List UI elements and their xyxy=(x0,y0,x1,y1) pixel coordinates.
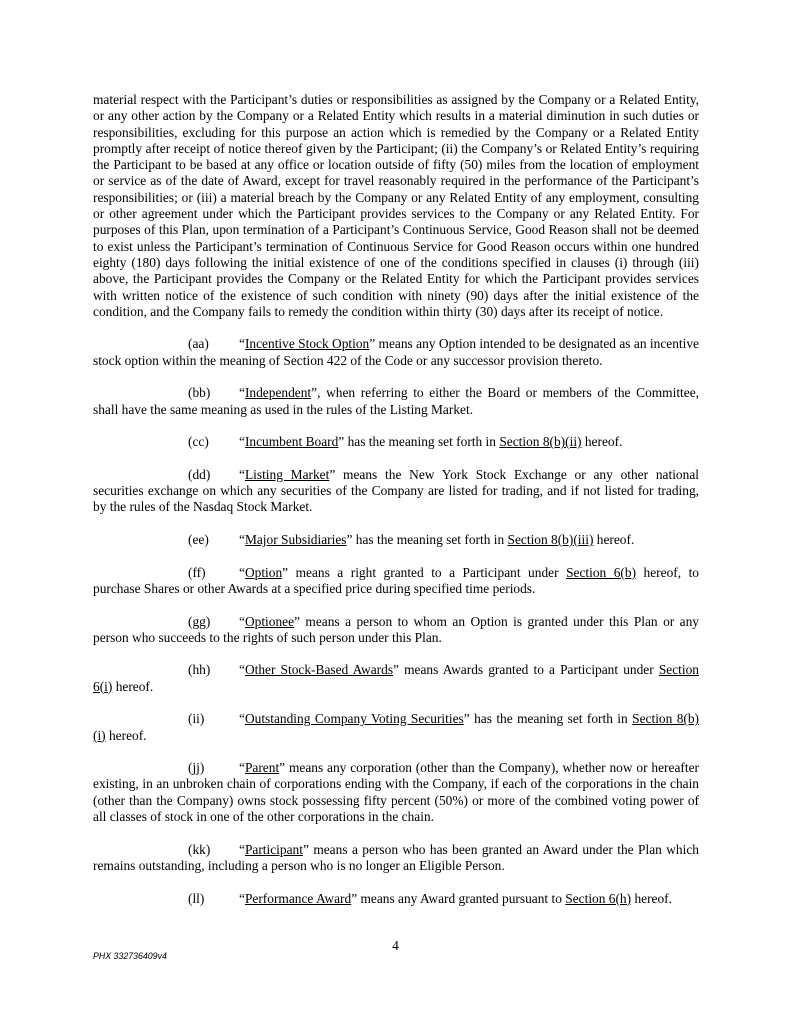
definition-paragraph xyxy=(93,891,699,907)
definition-number: (jj) xyxy=(188,760,205,776)
definition-number: (hh) xyxy=(188,662,211,678)
definition-text: ” means any corporation (other than the Company), whether now or hereafter existing, in an unbroken chain of corporations ending with the Company, if each of the corporations in the chain (other than the Company) owns stock possessing fifty percent (50%) or more of the combined voting power of all classes of stock in one of the other corporations in the chain. xyxy=(93,760,699,825)
open-quote: “ xyxy=(239,564,245,580)
open-quote: “ xyxy=(239,385,245,401)
footer-document-id: PHX 332736409v4 xyxy=(93,951,167,961)
definition-number: (ee) xyxy=(188,532,209,548)
definition-tail: hereof. xyxy=(593,532,635,548)
definition-paragraph xyxy=(93,532,699,548)
definition-tail: hereof, to purchase Shares or other Awards at a specified price during specified time periods. xyxy=(93,564,700,596)
definitions-list xyxy=(93,336,699,906)
definition-text: ” has the meaning set forth in xyxy=(346,532,508,548)
definition-tail: hereof. xyxy=(631,890,672,906)
defined-term: Parent xyxy=(244,760,280,776)
document-body xyxy=(93,92,699,907)
defined-term: Performance Award xyxy=(244,890,352,906)
definition-text: ” has the meaning set forth in xyxy=(463,711,633,727)
section-reference: Section 8(b)(ii) xyxy=(499,434,582,450)
defined-term: Incumbent Board xyxy=(244,434,339,450)
definition-number: (cc) xyxy=(188,434,209,450)
definition-text: ” means any Award granted pursuant to xyxy=(351,890,566,906)
open-quote: “ xyxy=(239,466,245,482)
defined-term: Other Stock-Based Awards xyxy=(244,662,394,678)
open-quote: “ xyxy=(239,760,245,776)
definition-number: (gg) xyxy=(188,613,211,629)
section-reference: Section 6(b) xyxy=(566,564,637,580)
defined-term: Independent xyxy=(244,385,312,401)
definition-text: ”, when referring to either the Board or members of the Committee, shall have the same meaning as used in the rules of the Listing Market. xyxy=(93,385,699,417)
definition-number: (bb) xyxy=(188,385,211,401)
defined-term: Outstanding Company Voting Securities xyxy=(244,711,464,727)
definition-paragraph xyxy=(93,336,699,369)
definition-tail: hereof. xyxy=(112,678,154,694)
open-quote: “ xyxy=(239,613,245,629)
open-quote: “ xyxy=(239,336,245,352)
definition-paragraph xyxy=(93,662,699,695)
definition-text: ” means Awards granted to a Participant under xyxy=(393,662,659,678)
definition-number: (ff) xyxy=(188,564,206,580)
section-reference: Section 6(i) xyxy=(93,662,699,694)
definition-text: ” means a person who has been granted an Award under the Plan which remains outstanding, including a person who is no longer an Eligible Person. xyxy=(93,841,699,873)
definition-number: (ii) xyxy=(188,711,205,727)
defined-term: Incentive Stock Option xyxy=(244,336,370,352)
open-quote: “ xyxy=(239,841,245,857)
defined-term: Major Subsidiaries xyxy=(244,532,347,548)
definition-paragraph xyxy=(93,711,699,744)
definition-text: ” means any Option intended to be designated as an incentive stock option within the meaning of Section 422 of the Code or any successor provision thereto. xyxy=(93,336,699,368)
open-quote: “ xyxy=(239,662,245,678)
defined-term: Participant xyxy=(244,841,303,857)
definition-paragraph xyxy=(93,467,699,516)
definition-number: (ll) xyxy=(188,890,205,906)
definition-tail: hereof. xyxy=(581,434,623,450)
definition-text: ” means the New York Stock Exchange or any other national securities exchange on which any securities of the Company are listed for trading, and if not listed for trading, by the rules of the Nasdaq Stock Market. xyxy=(93,466,699,515)
definition-number: (kk) xyxy=(188,841,211,857)
definition-paragraph xyxy=(93,385,699,418)
section-reference: Section 8(b)(iii) xyxy=(507,532,594,548)
defined-term: Optionee xyxy=(244,613,295,629)
open-quote: “ xyxy=(239,890,245,906)
definition-text: ” has the meaning set forth in xyxy=(338,434,500,450)
section-reference: Section 8(b)(i) xyxy=(93,711,700,743)
definition-number: (dd) xyxy=(188,466,211,482)
definition-paragraph xyxy=(93,434,699,450)
definition-tail: hereof. xyxy=(105,727,147,743)
section-reference: Section 6(h) xyxy=(565,890,632,906)
page-number: 4 xyxy=(392,938,399,953)
open-quote: “ xyxy=(239,532,245,548)
defined-term: Option xyxy=(244,564,283,580)
definition-text: ” means a person to whom an Option is granted under this Plan or any person who succeeds to the rights of such person under this Plan. xyxy=(93,613,699,645)
definition-paragraph xyxy=(93,614,699,647)
definition-paragraph xyxy=(93,565,699,598)
definition-paragraph xyxy=(93,760,699,825)
open-quote: “ xyxy=(239,711,245,727)
definition-number: (aa) xyxy=(188,336,209,352)
intro-paragraph: material respect with the Participant’s duties or responsibilities as assigned by the Company or a Related Entity, or any other action by the Company or a Related Entity which results in a material diminution in such duties or responsibilities, excluding for this purpose an action which is remedied by the Company or a Related Entity promptly after receipt of notice thereof given by the Participant; (ii) the Company’s or Related Entity’s requiring the Participant to be based at any office or location outside of fifty (50) miles from the location of employment or service as of the date of Award, except for travel reasonably required in the performance of the Participant’s responsibilities; or (iii) a material breach by the Company or any Related Entity of any employment, consulting or other agreement under which the Participant provides services to the Company or any Related Entity. For purposes of this Plan, upon termination of a Participant’s Continuous Service, Good Reason shall not be deemed to exist unless the Participant’s termination of Continuous Service for Good Reason occurs within one hundred eighty (180) days following the initial existence of one of the conditions specified in clauses (i) through (iii) above, the Participant provides the Company or the Related Entity for which the Participant provides services with written notice of the existence of such condition with ninety (90) days after the initial existence of the condition, and the Company fails to remedy the condition within thirty (30) days after its receipt of notice. xyxy=(93,92,699,319)
defined-term: Listing Market xyxy=(244,466,330,482)
definition-text: ” means a right granted to a Participant under xyxy=(282,564,567,580)
definition-paragraph xyxy=(93,842,699,875)
open-quote: “ xyxy=(239,434,245,450)
